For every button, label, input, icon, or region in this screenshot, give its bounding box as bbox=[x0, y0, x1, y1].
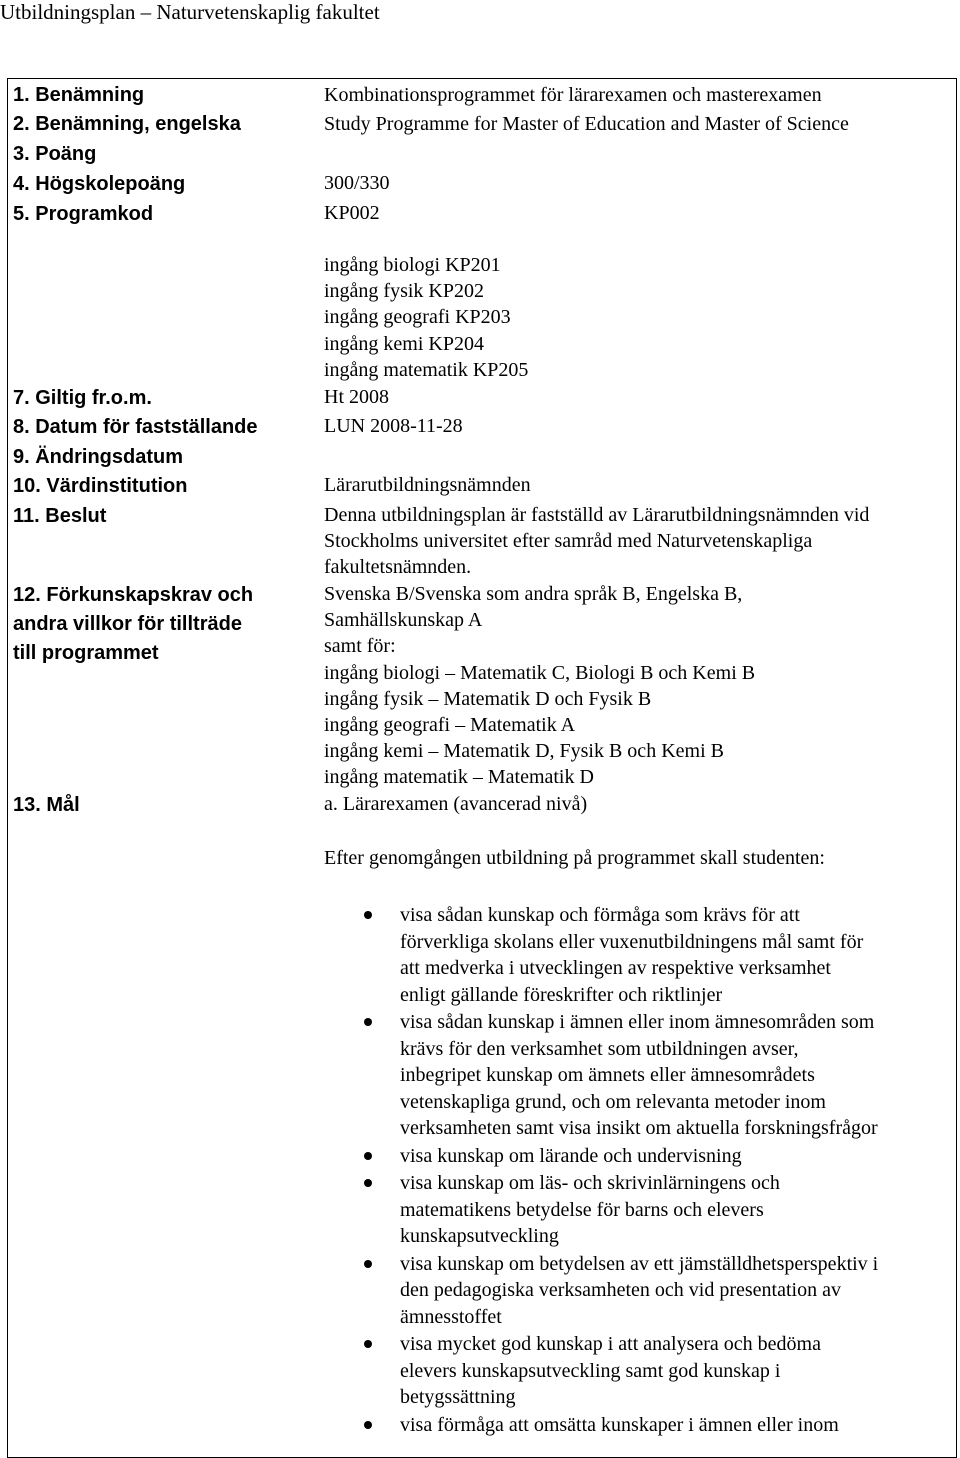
mal-intro: Efter genomgången utbildning på programmet skall studenten: bbox=[324, 847, 825, 869]
label-line: andra villkor för tillträde bbox=[13, 613, 242, 635]
label-poang: 3. Poäng bbox=[13, 143, 97, 165]
goal-line: kunskapsutveckling bbox=[400, 1225, 559, 1247]
mal-heading: a. Lärarexamen (avancerad nivå) bbox=[324, 793, 588, 815]
goal-line: krävs för den verksamhet som utbildningen avser, bbox=[400, 1037, 799, 1060]
goal-list bbox=[364, 902, 954, 1439]
value-giltig: Ht 2008 bbox=[324, 386, 389, 408]
goal-line: att medverka i utvecklingen av respektive verksamhet bbox=[400, 957, 831, 979]
label-benamning: 1. Benämning bbox=[13, 84, 145, 106]
label-beslut: 11. Beslut bbox=[13, 505, 107, 527]
requirement-line: ingång geografi – Matematik A bbox=[324, 714, 576, 737]
goal-line: matematikens betydelse för barns och elevers bbox=[400, 1198, 764, 1221]
goal-line: betygssättning bbox=[400, 1386, 516, 1408]
value-benamning: Kombinationsprogrammet för lärarexamen och masterexamen bbox=[324, 84, 822, 106]
goal-line: inbegripet kunskap om ämnets eller ämnesområdets bbox=[400, 1064, 815, 1086]
beslut-line: fakultetsnämnden. bbox=[324, 556, 472, 578]
goal-item bbox=[364, 1170, 954, 1250]
label-vardinstitution: 10. Värdinstitution bbox=[13, 475, 188, 497]
requirement-line: ingång biologi – Matematik C, Biologi B och Kemi B bbox=[324, 661, 756, 684]
entry-matematik: ingång matematik KP205 bbox=[324, 358, 529, 381]
goal-line: verksamheten samt visa insikt om aktuella forskningsfrågor bbox=[400, 1117, 878, 1139]
goal-line: visa sådan kunskap och förmåga som krävs för att bbox=[400, 904, 800, 926]
goal-item bbox=[364, 1009, 954, 1142]
label-line: 12. Förkunskapskrav och bbox=[13, 584, 254, 606]
label-andringsdatum: 9. Ändringsdatum bbox=[13, 446, 184, 468]
goal-line: visa kunskap om betydelsen av ett jämställdhetsperspektiv i bbox=[400, 1252, 879, 1275]
goal-line: enligt gällande föreskrifter och riktlinjer bbox=[400, 983, 723, 1006]
label-giltig: 7. Giltig fr.o.m. bbox=[13, 387, 152, 409]
goal-line: den pedagogiska verksamheten och vid presentation av bbox=[400, 1279, 841, 1301]
goal-item bbox=[364, 1143, 954, 1170]
goal-item bbox=[364, 1331, 954, 1411]
goal-line: visa förmåga att omsätta kunskaper i ämnen eller inom bbox=[400, 1413, 839, 1436]
requirement-line: Svenska B/Svenska som andra språk B, Engelska B, bbox=[324, 583, 743, 605]
goal-line: elevers kunskapsutveckling samt god kunskap i bbox=[400, 1359, 781, 1382]
goal-item bbox=[364, 1412, 954, 1439]
label-line: till programmet bbox=[13, 642, 159, 664]
label-benamning-engelska: 2. Benämning, engelska bbox=[13, 113, 241, 135]
goal-line: ämnesstoffet bbox=[400, 1305, 502, 1328]
value-vardinstitution: Lärarutbildningsnämnden bbox=[324, 474, 531, 496]
requirement-line: Samhällskunskap A bbox=[324, 609, 483, 632]
value-programkod: KP002 bbox=[324, 202, 380, 224]
goal-line: förverkliga skolans eller vuxenutbildningens mål samt för bbox=[400, 930, 864, 953]
document-title: Utbildningsplan – Naturvetenskaplig fakultet bbox=[0, 0, 380, 24]
goal-item bbox=[364, 1251, 954, 1331]
value-hogskolepoang: 300/330 bbox=[324, 172, 390, 194]
goal-item bbox=[364, 902, 954, 1008]
value-beslut bbox=[324, 502, 949, 580]
label-hogskolepoang: 4. Högskolepoäng bbox=[13, 173, 186, 195]
entry-kemi: ingång kemi KP204 bbox=[324, 332, 484, 355]
value-forkunskapskrav bbox=[324, 581, 949, 791]
label-programkod: 5. Programkod bbox=[13, 203, 154, 225]
entry-fysik: ingång fysik KP202 bbox=[324, 280, 484, 303]
goal-line: vetenskapliga grund, och om relevanta metoder inom bbox=[400, 1090, 826, 1113]
programkod-entries bbox=[324, 252, 949, 383]
value-benamning-engelska: Study Programme for Master of Education and Master of Science bbox=[324, 113, 849, 135]
label-datum-faststallande: 8. Datum för fastställande bbox=[13, 416, 258, 438]
label-mal: 13. Mål bbox=[13, 794, 80, 816]
requirement-line: ingång kemi – Matematik D, Fysik B och Kemi B bbox=[324, 740, 724, 763]
goal-line: visa kunskap om läs- och skrivinlärningens och bbox=[400, 1172, 780, 1194]
goal-line: visa mycket god kunskap i att analysera och bedöma bbox=[400, 1333, 821, 1355]
goal-line: visa kunskap om lärande och undervisning bbox=[400, 1144, 742, 1167]
label-forkunskapskrav bbox=[13, 581, 253, 668]
program-table bbox=[7, 78, 957, 1458]
entry-geografi: ingång geografi KP203 bbox=[324, 306, 511, 329]
value-datum-faststallande: LUN 2008-11-28 bbox=[324, 415, 463, 437]
beslut-line: Denna utbildningsplan är fastställd av Lärarutbildningsnämnden vid bbox=[324, 504, 870, 526]
requirement-line: samt för: bbox=[324, 635, 396, 658]
requirement-line: ingång fysik – Matematik D och Fysik B bbox=[324, 687, 652, 710]
goal-line: visa sådan kunskap i ämnen eller inom ämnesområden som bbox=[400, 1011, 875, 1033]
requirement-line: ingång matematik – Matematik D bbox=[324, 766, 594, 789]
entry-biologi: ingång biologi KP201 bbox=[324, 254, 501, 276]
beslut-line: Stockholms universitet efter samråd med Naturvetenskapliga bbox=[324, 530, 813, 552]
